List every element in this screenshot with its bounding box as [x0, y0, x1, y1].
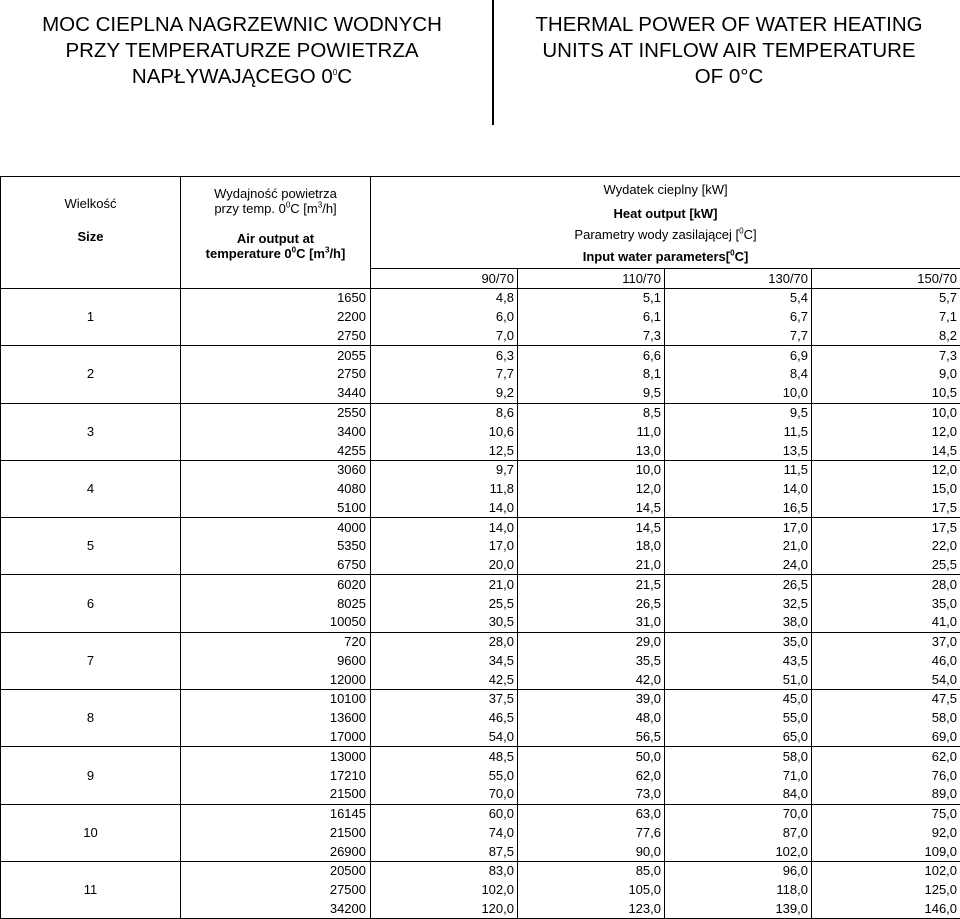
- air-output-cell: 2055: [181, 346, 371, 365]
- heat-output-cell: 18,0: [518, 537, 665, 556]
- heat-output-cell: 32,5: [665, 594, 812, 613]
- table-row: [1, 747, 960, 766]
- heat-output-cell: 77,6: [518, 823, 665, 842]
- heat-output-cell: 60,0: [371, 804, 518, 823]
- table-row: [1, 346, 960, 365]
- heat-output-cell: 89,0: [812, 785, 960, 804]
- heat-output-cell: 24,0: [665, 556, 812, 575]
- heat-output-cell: 10,5: [812, 384, 960, 403]
- heat-output-cell: 50,0: [518, 747, 665, 766]
- heat-output-cell: 7,0: [371, 327, 518, 346]
- air-output-cell: 12000: [181, 670, 371, 689]
- heat-output-cell: 28,0: [371, 632, 518, 651]
- param-150-70: 150/70: [812, 269, 960, 289]
- heat-output-cell: 7,3: [812, 346, 960, 365]
- air-output-cell: 3440: [181, 384, 371, 403]
- heat-output-cell: 7,7: [371, 365, 518, 384]
- param-90-70: 90/70: [371, 269, 518, 289]
- heat-output-cell: 73,0: [518, 785, 665, 804]
- table-row: [1, 690, 960, 709]
- heat-output-cell: 83,0: [371, 861, 518, 880]
- heat-output-cell: 54,0: [371, 728, 518, 747]
- air-output-header-cell: [181, 177, 371, 289]
- heat-output-cell: 10,0: [518, 460, 665, 479]
- heat-output-cell: 26,5: [518, 594, 665, 613]
- heat-output-cell: 11,5: [665, 422, 812, 441]
- polish-heading-line-2: PRZY TEMPERATURZE POWIETRZA: [2, 38, 482, 64]
- heat-output-cell: 58,0: [812, 709, 960, 728]
- heat-output-cell: 29,0: [518, 632, 665, 651]
- heat-output-cell: 7,1: [812, 308, 960, 327]
- table-row: [1, 632, 960, 651]
- heat-output-cell: 55,0: [665, 709, 812, 728]
- heat-output-cell: 118,0: [665, 881, 812, 900]
- heat-output-cell: 6,9: [665, 346, 812, 365]
- heat-output-cell: 10,6: [371, 422, 518, 441]
- heat-output-header-pl: Wydatek cieplny [kW]: [371, 177, 960, 202]
- heat-output-cell: 31,0: [518, 613, 665, 632]
- english-heading-line-2: UNITS AT INFLOW AIR TEMPERATURE: [498, 38, 960, 64]
- heat-output-cell: 43,5: [665, 652, 812, 671]
- air-output-header-en-1: Air output at: [181, 231, 370, 246]
- air-output-cell: 10050: [181, 613, 371, 632]
- size-cell: 11: [1, 861, 181, 918]
- table-row: [1, 804, 960, 823]
- heat-output-cell: 102,0: [665, 842, 812, 861]
- heat-output-cell: 62,0: [812, 747, 960, 766]
- heat-output-cell: 71,0: [665, 766, 812, 785]
- heat-output-cell: 9,5: [665, 403, 812, 422]
- thermal-power-table: [0, 176, 960, 919]
- heat-output-cell: 62,0: [518, 766, 665, 785]
- heat-output-cell: 92,0: [812, 823, 960, 842]
- air-output-cell: 2750: [181, 327, 371, 346]
- heat-output-cell: 21,5: [518, 575, 665, 594]
- table-row: [1, 575, 960, 594]
- air-output-header-pl-1: Wydajność powietrza: [181, 186, 370, 201]
- heat-output-cell: 45,0: [665, 690, 812, 709]
- heat-output-cell: 63,0: [518, 804, 665, 823]
- heat-output-cell: 21,0: [665, 537, 812, 556]
- heat-output-cell: 6,6: [518, 346, 665, 365]
- heat-output-cell: 96,0: [665, 861, 812, 880]
- air-output-cell: 21500: [181, 823, 371, 842]
- air-output-cell: 2750: [181, 365, 371, 384]
- heat-output-cell: 6,1: [518, 308, 665, 327]
- heat-output-cell: 22,0: [812, 537, 960, 556]
- air-output-header-en-2: temperature $0^0C$ $[m^3/h]$: [181, 246, 370, 261]
- english-heading-line-1: THERMAL POWER OF WATER HEATING: [498, 12, 960, 38]
- size-cell: 7: [1, 632, 181, 689]
- heat-output-cell: 35,5: [518, 652, 665, 671]
- heat-output-cell: 48,0: [518, 709, 665, 728]
- heat-output-cell: 14,5: [518, 498, 665, 517]
- heat-output-cell: 109,0: [812, 842, 960, 861]
- heat-output-cell: 105,0: [518, 881, 665, 900]
- air-output-cell: 5100: [181, 498, 371, 517]
- heat-output-cell: 20,0: [371, 556, 518, 575]
- water-params-header-en: Input water parameters[$^0$C]: [371, 244, 960, 269]
- heat-output-cell: 70,0: [371, 785, 518, 804]
- heat-output-cell: 5,4: [665, 289, 812, 308]
- air-output-cell: 27500: [181, 881, 371, 900]
- heat-output-cell: 8,6: [371, 403, 518, 422]
- heat-output-cell: 13,0: [518, 441, 665, 460]
- heat-output-cell: 13,5: [665, 441, 812, 460]
- air-output-cell: 3400: [181, 422, 371, 441]
- air-output-cell: 34200: [181, 900, 371, 919]
- water-params-header-pl: Parametry wody zasilającej [$^0$C]: [371, 225, 960, 244]
- heat-output-cell: 8,2: [812, 327, 960, 346]
- size-cell: 1: [1, 289, 181, 346]
- air-output-cell: 13600: [181, 709, 371, 728]
- heat-output-cell: 25,5: [812, 556, 960, 575]
- air-output-cell: 6750: [181, 556, 371, 575]
- heat-output-header-en: Heat output [kW]: [371, 201, 960, 225]
- heat-output-cell: 16,5: [665, 498, 812, 517]
- air-output-cell: 5350: [181, 537, 371, 556]
- heat-output-cell: 14,5: [812, 441, 960, 460]
- air-output-cell: 4000: [181, 518, 371, 537]
- heat-output-cell: 25,5: [371, 594, 518, 613]
- heat-output-cell: 85,0: [518, 861, 665, 880]
- heat-output-cell: 34,5: [371, 652, 518, 671]
- table-row: [1, 289, 960, 308]
- heat-output-cell: 12,5: [371, 441, 518, 460]
- air-output-cell: 17210: [181, 766, 371, 785]
- air-output-cell: 2550: [181, 403, 371, 422]
- heat-output-cell: 17,0: [371, 537, 518, 556]
- heat-output-cell: 35,0: [812, 594, 960, 613]
- heat-output-cell: 37,0: [812, 632, 960, 651]
- heat-output-cell: 11,8: [371, 480, 518, 499]
- size-cell: 10: [1, 804, 181, 861]
- param-130-70: 130/70: [665, 269, 812, 289]
- heat-output-cell: 65,0: [665, 728, 812, 747]
- polish-heading: [2, 12, 482, 90]
- english-heading: [498, 12, 960, 90]
- heat-output-cell: 11,0: [518, 422, 665, 441]
- polish-heading-line-1: MOC CIEPLNA NAGRZEWNIC WODNYCH: [2, 12, 482, 38]
- heat-output-cell: 12,0: [518, 480, 665, 499]
- heat-output-cell: 6,3: [371, 346, 518, 365]
- size-cell: 3: [1, 403, 181, 460]
- heat-output-cell: 84,0: [665, 785, 812, 804]
- size-header-pl: Wielkość: [1, 196, 180, 211]
- heat-output-cell: 87,5: [371, 842, 518, 861]
- air-output-cell: 9600: [181, 652, 371, 671]
- size-cell: 4: [1, 460, 181, 517]
- heat-output-cell: 102,0: [812, 861, 960, 880]
- heat-output-cell: 70,0: [665, 804, 812, 823]
- heat-output-cell: 56,5: [518, 728, 665, 747]
- heat-output-cell: 7,3: [518, 327, 665, 346]
- size-cell: 5: [1, 518, 181, 575]
- heat-output-cell: 38,0: [665, 613, 812, 632]
- english-heading-line-3: OF 0°C: [498, 64, 960, 90]
- heat-output-cell: 17,0: [665, 518, 812, 537]
- heat-output-cell: 39,0: [518, 690, 665, 709]
- heat-output-cell: 17,5: [812, 498, 960, 517]
- heat-output-cell: 12,0: [812, 422, 960, 441]
- heat-output-cell: 9,2: [371, 384, 518, 403]
- air-output-cell: 17000: [181, 728, 371, 747]
- heat-output-cell: 10,0: [665, 384, 812, 403]
- heat-output-cell: 7,7: [665, 327, 812, 346]
- heat-output-cell: 47,5: [812, 690, 960, 709]
- heat-output-cell: 9,5: [518, 384, 665, 403]
- heat-output-cell: 41,0: [812, 613, 960, 632]
- heat-output-cell: 55,0: [371, 766, 518, 785]
- polish-heading-line-3: NAPŁYWAJĄCEGO $0^0C$: [2, 64, 482, 90]
- size-cell: 2: [1, 346, 181, 403]
- heat-output-cell: 75,0: [812, 804, 960, 823]
- heading-divider: [492, 0, 494, 125]
- heat-output-cell: 17,5: [812, 518, 960, 537]
- table-row: [1, 518, 960, 537]
- air-output-cell: 4255: [181, 441, 371, 460]
- size-header-cell: [1, 177, 181, 289]
- size-header-en: Size: [1, 229, 180, 244]
- heat-output-cell: 6,7: [665, 308, 812, 327]
- heat-output-cell: 120,0: [371, 900, 518, 919]
- heat-output-cell: 48,5: [371, 747, 518, 766]
- air-output-cell: 20500: [181, 861, 371, 880]
- air-output-cell: 8025: [181, 594, 371, 613]
- heat-output-cell: 58,0: [665, 747, 812, 766]
- heat-output-cell: 37,5: [371, 690, 518, 709]
- air-output-header-pl-2: przy temp. $0^0C$ $[m^3/h]$: [181, 201, 370, 216]
- heat-output-cell: 6,0: [371, 308, 518, 327]
- heat-output-cell: 69,0: [812, 728, 960, 747]
- heat-output-cell: 21,0: [371, 575, 518, 594]
- air-output-cell: 3060: [181, 460, 371, 479]
- size-cell: 8: [1, 690, 181, 747]
- heat-output-cell: 14,0: [665, 480, 812, 499]
- heat-output-cell: 8,4: [665, 365, 812, 384]
- heat-output-cell: 14,0: [371, 518, 518, 537]
- heat-output-cell: 5,1: [518, 289, 665, 308]
- air-output-cell: 26900: [181, 842, 371, 861]
- heat-output-cell: 8,5: [518, 403, 665, 422]
- table-row: [1, 403, 960, 422]
- size-cell: 9: [1, 747, 181, 804]
- heat-output-cell: 4,8: [371, 289, 518, 308]
- heat-output-cell: 46,5: [371, 709, 518, 728]
- heat-output-cell: 90,0: [518, 842, 665, 861]
- heat-output-cell: 11,5: [665, 460, 812, 479]
- air-output-cell: 1650: [181, 289, 371, 308]
- heat-output-cell: 123,0: [518, 900, 665, 919]
- heat-output-cell: 15,0: [812, 480, 960, 499]
- air-output-cell: 16145: [181, 804, 371, 823]
- heat-output-cell: 12,0: [812, 460, 960, 479]
- size-cell: 6: [1, 575, 181, 632]
- heat-output-cell: 51,0: [665, 670, 812, 689]
- heat-output-cell: 146,0: [812, 900, 960, 919]
- air-output-cell: 6020: [181, 575, 371, 594]
- heat-output-cell: 54,0: [812, 670, 960, 689]
- air-output-cell: 10100: [181, 690, 371, 709]
- heat-output-cell: 125,0: [812, 881, 960, 900]
- heat-output-cell: 30,5: [371, 613, 518, 632]
- air-output-cell: 13000: [181, 747, 371, 766]
- heat-output-cell: 35,0: [665, 632, 812, 651]
- heat-output-cell: 8,1: [518, 365, 665, 384]
- heat-output-cell: 5,7: [812, 289, 960, 308]
- air-output-cell: 21500: [181, 785, 371, 804]
- param-110-70: 110/70: [518, 269, 665, 289]
- heat-output-cell: 14,5: [518, 518, 665, 537]
- heat-output-cell: 87,0: [665, 823, 812, 842]
- table-row: [1, 861, 960, 880]
- heat-output-cell: 28,0: [812, 575, 960, 594]
- heat-output-cell: 76,0: [812, 766, 960, 785]
- air-output-cell: 4080: [181, 480, 371, 499]
- air-output-cell: 2200: [181, 308, 371, 327]
- heat-output-cell: 139,0: [665, 900, 812, 919]
- air-output-cell: 720: [181, 632, 371, 651]
- heat-output-cell: 9,7: [371, 460, 518, 479]
- heat-output-cell: 14,0: [371, 498, 518, 517]
- heat-output-cell: 102,0: [371, 881, 518, 900]
- heat-output-cell: 21,0: [518, 556, 665, 575]
- heat-output-cell: 42,5: [371, 670, 518, 689]
- heat-output-cell: 46,0: [812, 652, 960, 671]
- heat-output-cell: 74,0: [371, 823, 518, 842]
- heat-output-cell: 42,0: [518, 670, 665, 689]
- heat-output-cell: 10,0: [812, 403, 960, 422]
- table-row: [1, 460, 960, 479]
- heat-output-cell: 26,5: [665, 575, 812, 594]
- heat-output-cell: 9,0: [812, 365, 960, 384]
